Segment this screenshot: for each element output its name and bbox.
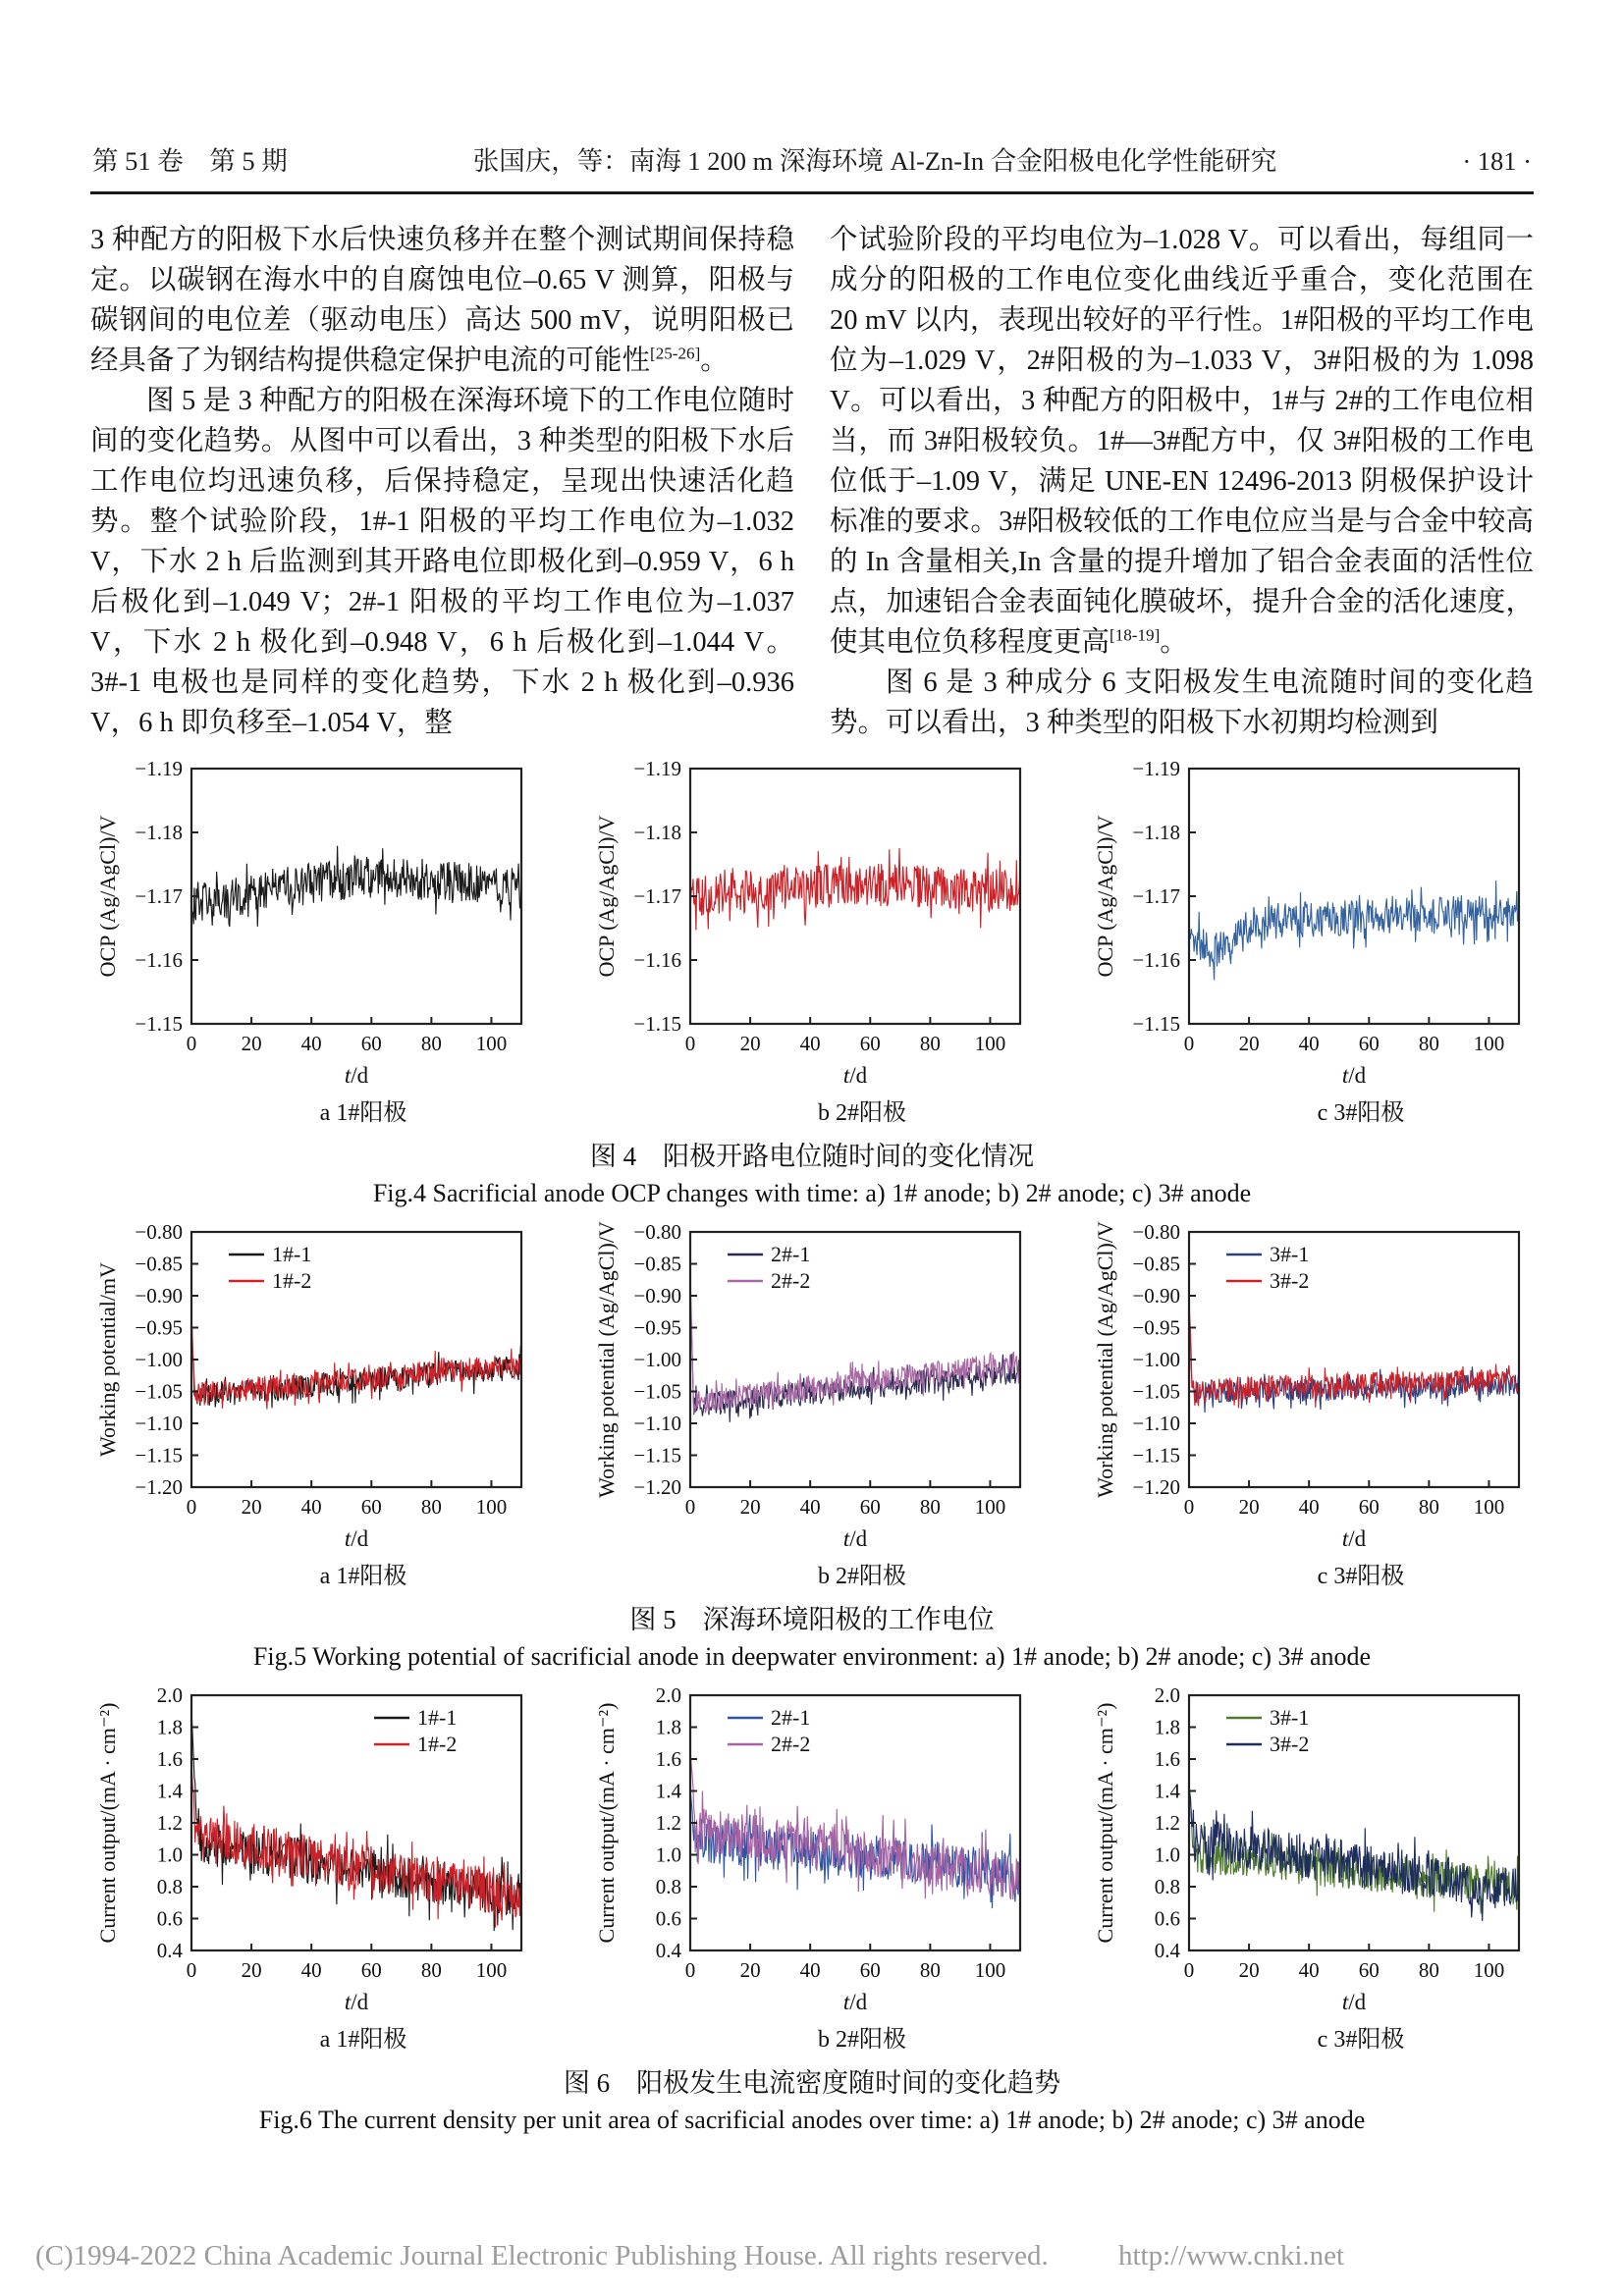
y-tick-label: −1.05	[135, 1379, 183, 1404]
x-tick-label: 80	[1418, 1495, 1439, 1519]
header-divider	[90, 191, 1534, 194]
plot-frame	[1189, 1695, 1519, 1950]
legend-label: 3#-2	[1270, 1268, 1310, 1293]
legend-label: 1#-2	[272, 1268, 312, 1293]
x-tick-label: 80	[1418, 1958, 1439, 1982]
x-tick-label: 100	[1473, 1958, 1505, 1982]
x-tick-label: 80	[919, 1495, 941, 1519]
y-axis-label: OCP (Ag/AgCl)/V	[1093, 815, 1117, 978]
series-2#-2	[690, 1746, 1020, 1899]
header-running-title: 张国庆，等：南海 1 200 m 深海环境 Al-Zn-In 合金阳极电化学性能研究	[472, 146, 1277, 176]
chart-图5-subplot-1	[590, 1220, 1034, 1554]
x-tick-label: 80	[420, 1958, 442, 1982]
x-tick-label: 0	[1183, 1032, 1195, 1055]
charts-row	[0, 757, 1624, 1127]
plot-frame	[1189, 769, 1519, 1024]
x-tick-label: 60	[1358, 1495, 1380, 1519]
x-tick-label: 40	[1298, 1495, 1320, 1519]
series-2#-1	[690, 1283, 1020, 1422]
series-1#	[191, 846, 521, 927]
page-header	[0, 139, 1624, 178]
y-axis-label: Working potential (Ag/AgCl)/V	[1093, 1221, 1117, 1498]
y-tick-label: −1.18	[1132, 821, 1180, 844]
y-tick-label: 1.2	[655, 1811, 681, 1835]
x-tick-label: 0	[684, 1032, 696, 1055]
y-tick-label: 0.8	[156, 1875, 183, 1898]
y-tick-label: −1.19	[633, 757, 681, 780]
y-tick-label: −1.15	[1132, 1443, 1180, 1468]
x-tick-label: 20	[739, 1958, 761, 1982]
y-tick-label: −0.95	[633, 1315, 681, 1340]
x-tick-label: 80	[919, 1958, 941, 1982]
x-tick-label: 100	[974, 1495, 1006, 1519]
x-tick-label: 60	[360, 1032, 382, 1055]
y-tick-label: 2.0	[655, 1683, 681, 1707]
y-tick-label: 2.0	[156, 1683, 183, 1707]
x-axis-label: t/d	[842, 1063, 868, 1088]
y-tick-label: −1.15	[135, 1012, 183, 1036]
x-tick-label: 100	[1473, 1495, 1505, 1519]
subplot-label: a 1#阳极	[319, 2027, 407, 2053]
subplot-label-wrap	[590, 1093, 1034, 1127]
series-3#	[1189, 881, 1519, 980]
y-tick-label: 1.2	[1154, 1811, 1180, 1835]
chart-cell	[71, 1220, 556, 1590]
plot-frame	[1189, 1232, 1519, 1487]
y-axis-label: Working potential (Ag/AgCl)/V	[594, 1221, 619, 1498]
x-tick-label: 60	[360, 1495, 382, 1519]
figure-caption-cn: 图 6 阳极发生电流密度随时间的变化趋势	[563, 2068, 1061, 2098]
x-tick-label: 0	[684, 1495, 696, 1519]
x-tick-label: 40	[300, 1958, 322, 1982]
subplot-label: c 3#阳极	[1317, 2027, 1405, 2053]
y-tick-label: 1.4	[1154, 1779, 1180, 1803]
figure-caption-cn: 图 4 阳极开路电位随时间的变化情况	[589, 1142, 1035, 1171]
y-tick-label: −1.15	[633, 1012, 681, 1036]
y-tick-label: 0.6	[1154, 1906, 1180, 1931]
y-tick-label: −0.95	[1132, 1315, 1180, 1340]
x-tick-label: 60	[859, 1495, 881, 1519]
legend-label: 3#-2	[1270, 1732, 1310, 1756]
x-axis-label: t/d	[1341, 1990, 1367, 2014]
subplot-label: a 1#阳极	[319, 1100, 407, 1126]
x-tick-label: 40	[799, 1958, 821, 1982]
paragraph	[830, 663, 1534, 743]
charts-row	[0, 1220, 1624, 1590]
figure-caption-cn: 图 5 深海环境阳极的工作电位	[629, 1605, 995, 1634]
y-tick-label: −1.15	[633, 1443, 681, 1468]
chart-图5-subplot-0	[91, 1220, 535, 1554]
y-tick-label: 1.6	[655, 1747, 681, 1771]
x-tick-label: 20	[739, 1495, 761, 1519]
figure-caption-en: Fig.4 Sacrificial anode OCP changes with time: a) 1# anode; b) 2# anode; c) 3# anode	[372, 1179, 1252, 1207]
y-tick-label: −1.10	[135, 1412, 183, 1435]
x-tick-label: 100	[475, 1495, 508, 1519]
x-tick-label: 40	[300, 1032, 322, 1055]
y-tick-label: −1.16	[1132, 948, 1180, 972]
y-tick-label: 1.2	[156, 1811, 183, 1835]
y-tick-label: −1.17	[1132, 884, 1180, 908]
chart-图4-subplot-2	[1089, 757, 1533, 1091]
x-tick-label: 80	[1418, 1032, 1439, 1055]
y-tick-label: 1.6	[1154, 1747, 1180, 1771]
chart-cell	[71, 757, 556, 1127]
chart-cell	[569, 1683, 1055, 2054]
y-tick-label: 1.4	[655, 1779, 681, 1803]
charts-row	[0, 1683, 1624, 2054]
y-tick-label: 1.0	[156, 1842, 183, 1867]
chart-cell	[569, 1220, 1055, 1590]
plot-frame	[690, 1695, 1020, 1950]
x-tick-label: 100	[974, 1958, 1006, 1982]
y-tick-label: 1.8	[1154, 1715, 1180, 1739]
y-tick-label: 1.0	[1154, 1842, 1180, 1867]
x-tick-label: 100	[475, 1958, 508, 1982]
legend-label: 2#-2	[771, 1268, 811, 1293]
subplot-label: b 2#阳极	[818, 1100, 906, 1126]
y-tick-label: 1.8	[655, 1715, 681, 1739]
x-tick-label: 40	[1298, 1032, 1320, 1055]
x-tick-label: 40	[799, 1032, 821, 1055]
x-tick-label: 20	[241, 1032, 262, 1055]
y-tick-label: −1.19	[1132, 757, 1180, 780]
paragraph-text: 图 6 是 3 种成分 6 支阳极发生电流随时间的变化趋势。可以看出，3 种类型的阳极下水初期均检测到	[830, 667, 1534, 738]
footer-copyright: (C)1994-2022 China Academic Journal Electronic Publishing House. All rights reserved.	[35, 2240, 1049, 2271]
footer-url: http://www.cnki.net	[1117, 2240, 1345, 2271]
y-tick-label: −1.10	[633, 1412, 681, 1435]
x-tick-label: 0	[684, 1958, 696, 1982]
y-tick-label: −0.90	[633, 1284, 681, 1308]
series-1#-2	[191, 1315, 521, 1410]
y-tick-label: 0.4	[655, 1939, 681, 1962]
legend-label: 2#-2	[771, 1732, 811, 1756]
chart-cell	[1068, 757, 1553, 1127]
subplot-label-wrap	[1089, 1093, 1533, 1127]
x-tick-label: 0	[186, 1032, 197, 1055]
x-tick-label: 60	[360, 1958, 382, 1982]
y-tick-label: 0.4	[1154, 1939, 1180, 1962]
legend-label: 3#-1	[1270, 1705, 1310, 1730]
chart-cell	[71, 1683, 556, 2054]
chart-图5-subplot-2	[1089, 1220, 1533, 1554]
x-tick-label: 40	[300, 1495, 322, 1519]
series-1#-1	[191, 1708, 521, 1931]
y-tick-label: −1.20	[633, 1475, 681, 1499]
y-tick-label: 1.6	[156, 1747, 183, 1771]
citation-superscript: [18-19]	[1110, 625, 1161, 645]
subplot-label: c 3#阳极	[1317, 1564, 1405, 1589]
x-tick-label: 80	[420, 1032, 442, 1055]
y-axis-label: OCP (Ag/AgCl)/V	[594, 815, 619, 978]
citation-superscript: [25-26]	[650, 344, 701, 363]
y-tick-label: −0.85	[1132, 1252, 1180, 1276]
paragraph-text: 。	[700, 346, 729, 376]
x-tick-label: 100	[1473, 1032, 1505, 1055]
y-tick-label: −1.00	[1132, 1348, 1180, 1371]
x-tick-label: 100	[974, 1032, 1006, 1055]
legend-label: 1#-1	[272, 1242, 312, 1266]
x-axis-label: t/d	[344, 1990, 369, 2014]
header-page-number: · 181 ·	[1462, 146, 1532, 176]
chart-cell	[569, 757, 1055, 1127]
y-tick-label: 0.8	[655, 1875, 681, 1898]
legend-label: 1#-2	[417, 1732, 458, 1756]
figures-section	[0, 757, 1624, 2135]
x-tick-label: 20	[241, 1958, 262, 1982]
body-columns	[90, 220, 1534, 743]
figure-caption-en: Fig.6 The current density per unit area of sacrificial anodes over time: a) 1# anode; b) 2# anode; c) 3# anode	[258, 2106, 1366, 2134]
paragraph-text: 3 种配方的阳极下水后快速负移并在整个测试期间保持稳定。以碳钢在海水中的自腐蚀电位–0.65 V 测算，阳极与碳钢间的电位差（驱动电压）高达 500 mV，说明阳极已经具备了为钢结构提供稳定保护电流的可能性	[90, 225, 794, 376]
y-tick-label: 0.6	[655, 1906, 681, 1931]
subplot-label-wrap	[91, 2019, 535, 2054]
x-tick-label: 20	[739, 1032, 761, 1055]
y-tick-label: −1.00	[135, 1348, 183, 1371]
y-tick-label: −1.17	[135, 884, 183, 908]
subplot-label-wrap	[91, 1556, 535, 1590]
x-tick-label: 80	[919, 1032, 941, 1055]
x-tick-label: 60	[1358, 1032, 1380, 1055]
x-tick-label: 40	[1298, 1958, 1320, 1982]
chart-图4-subplot-0	[91, 757, 535, 1091]
x-tick-label: 0	[186, 1958, 197, 1982]
chart-cell	[1068, 1683, 1553, 2054]
y-tick-label: 1.8	[156, 1715, 183, 1739]
page-footer	[35, 2240, 1344, 2272]
header-volume-issue: 第 51 卷 第 5 期	[92, 146, 288, 176]
y-tick-label: −1.20	[135, 1475, 183, 1499]
y-tick-label: −1.15	[135, 1443, 183, 1468]
y-tick-label: −1.17	[633, 884, 681, 908]
y-tick-label: −1.00	[633, 1348, 681, 1371]
y-axis-label: OCP (Ag/AgCl)/V	[95, 815, 120, 978]
y-tick-label: −0.80	[135, 1220, 183, 1244]
y-tick-label: −0.85	[135, 1252, 183, 1276]
paragraph	[90, 220, 794, 381]
y-tick-label: −0.85	[633, 1252, 681, 1276]
figure-block-图6	[0, 1683, 1624, 2135]
chart-图6-subplot-0	[91, 1683, 535, 2017]
plot-frame	[191, 1232, 521, 1487]
subplot-label: b 2#阳极	[818, 1564, 906, 1589]
subplot-label-wrap	[590, 1556, 1034, 1590]
paragraph	[830, 220, 1534, 663]
y-tick-label: −1.20	[1132, 1475, 1180, 1499]
x-tick-label: 60	[859, 1958, 881, 1982]
x-tick-label: 20	[1238, 1495, 1260, 1519]
legend-label: 2#-1	[771, 1242, 811, 1266]
subplot-label-wrap	[91, 1093, 535, 1127]
legend-label: 1#-1	[417, 1705, 458, 1730]
y-tick-label: 1.0	[655, 1842, 681, 1867]
x-axis-label: t/d	[344, 1063, 369, 1088]
left-column	[90, 220, 794, 743]
subplot-label-wrap	[1089, 1556, 1533, 1590]
paragraph-text: 个试验阶段的平均电位为–1.028 V。可以看出，每组同一成分的阳极的工作电位变化曲线近乎重合，变化范围在 20 mV 以内，表现出较好的平行性。1#阳极的平均工作电位为–1.029 V，2#阳极的为–1.033 V，3#阳极的为 1.098 V。可以看出，3 种配方的阳极中，1#与 2#的工作电位相当，而 3#阳极较负。1#—3#配方中，仅 3#阳极的工作电位低于–1.09 V，满足 UNE-EN 12496-2013 阴极保护设计标准的要求。3#阳极较低的工作电位应当是与合金中较高的 In 含量相关,In 含量的提升增加了铝合金表面的活性位点，加速铝合金表面钝化膜破坏，提升合金的活化速度，使其电位负移程度更高	[830, 225, 1534, 658]
paragraph	[90, 381, 794, 743]
figure-block-图5	[0, 1220, 1624, 1672]
y-tick-label: 0.8	[1154, 1875, 1180, 1898]
x-axis-label: t/d	[1341, 1526, 1367, 1551]
x-axis-label: t/d	[842, 1990, 868, 2014]
chart-图6-subplot-2	[1089, 1683, 1533, 2017]
y-axis-label: Working potential/mV	[95, 1261, 120, 1458]
x-tick-label: 60	[1358, 1958, 1380, 1982]
x-axis-label: t/d	[344, 1526, 369, 1551]
subplot-label-wrap	[590, 2019, 1034, 2054]
y-tick-label: −1.10	[1132, 1412, 1180, 1435]
chart-图4-subplot-1	[590, 757, 1034, 1091]
y-tick-label: −1.16	[135, 948, 183, 972]
subplot-label: a 1#阳极	[319, 1564, 407, 1589]
x-tick-label: 0	[1183, 1958, 1195, 1982]
paragraph-text: 。	[1160, 627, 1188, 658]
figure-block-图4	[0, 757, 1624, 1208]
y-tick-label: −0.95	[135, 1315, 183, 1340]
chart-图6-subplot-1	[590, 1683, 1034, 2017]
x-tick-label: 20	[1238, 1032, 1260, 1055]
x-tick-label: 40	[799, 1495, 821, 1519]
y-tick-label: −1.05	[633, 1379, 681, 1404]
y-axis-label: Current output/(mA · cm⁻²)	[1093, 1702, 1117, 1944]
y-tick-label: 0.6	[156, 1906, 183, 1931]
y-tick-label: −1.15	[1132, 1012, 1180, 1036]
plot-frame	[191, 1695, 521, 1950]
y-tick-label: −0.90	[135, 1284, 183, 1308]
x-tick-label: 0	[186, 1495, 197, 1519]
series-2#	[690, 848, 1020, 931]
x-tick-label: 60	[859, 1032, 881, 1055]
chart-cell	[1068, 1220, 1553, 1590]
y-axis-label: Current output/(mA · cm⁻²)	[95, 1702, 120, 1944]
x-tick-label: 80	[420, 1495, 442, 1519]
x-tick-label: 20	[1238, 1958, 1260, 1982]
x-tick-label: 100	[475, 1032, 508, 1055]
paragraph-text: 图 5 是 3 种配方的阳极在深海环境下的工作电位随时间的变化趋势。从图中可以看出，3 种类型的阳极下水后工作电位均迅速负移，后保持稳定，呈现出快速活化趋势。整个试验阶段，1#-1 阳极的平均工作电位为–1.032 V，下水 2 h 后监测到其开路电位即极化到–0.959 V，6 h 后极化到–1.049 V；2#-1 阳极的平均工作电位为–1.037 V，下水 2 h 极化到–0.948 V，6 h 后极化到–1.044 V。3#-1 电极也是同样的变化趋势，下水 2 h 极化到–0.936 V，6 h 即负移至–1.054 V，整	[90, 386, 794, 738]
y-tick-label: −1.18	[135, 821, 183, 844]
legend-label: 3#-1	[1270, 1242, 1310, 1266]
figure-caption-en: Fig.5 Working potential of sacrificial anode in deepwater environment: a) 1# anode; b) 2# anode; c) 3# anode	[252, 1642, 1372, 1671]
right-column	[830, 220, 1534, 743]
y-tick-label: −1.05	[1132, 1379, 1180, 1404]
legend-label: 2#-1	[771, 1705, 811, 1730]
y-tick-label: −1.16	[633, 948, 681, 972]
x-axis-label: t/d	[842, 1526, 868, 1551]
subplot-label: c 3#阳极	[1317, 1100, 1405, 1126]
y-tick-label: −0.80	[1132, 1220, 1180, 1244]
plot-frame	[191, 769, 521, 1024]
y-tick-label: 2.0	[1154, 1683, 1180, 1707]
y-axis-label: Current output/(mA · cm⁻²)	[594, 1702, 619, 1944]
x-tick-label: 0	[1183, 1495, 1195, 1519]
y-tick-label: 0.4	[156, 1939, 183, 1962]
x-tick-label: 20	[241, 1495, 262, 1519]
subplot-label: b 2#阳极	[818, 2027, 906, 2053]
subplot-label-wrap	[1089, 2019, 1533, 2054]
y-tick-label: 1.4	[156, 1779, 183, 1803]
y-tick-label: −0.90	[1132, 1284, 1180, 1308]
y-tick-label: −1.19	[135, 757, 183, 780]
y-tick-label: −0.80	[633, 1220, 681, 1244]
x-axis-label: t/d	[1341, 1063, 1367, 1088]
y-tick-label: −1.18	[633, 821, 681, 844]
